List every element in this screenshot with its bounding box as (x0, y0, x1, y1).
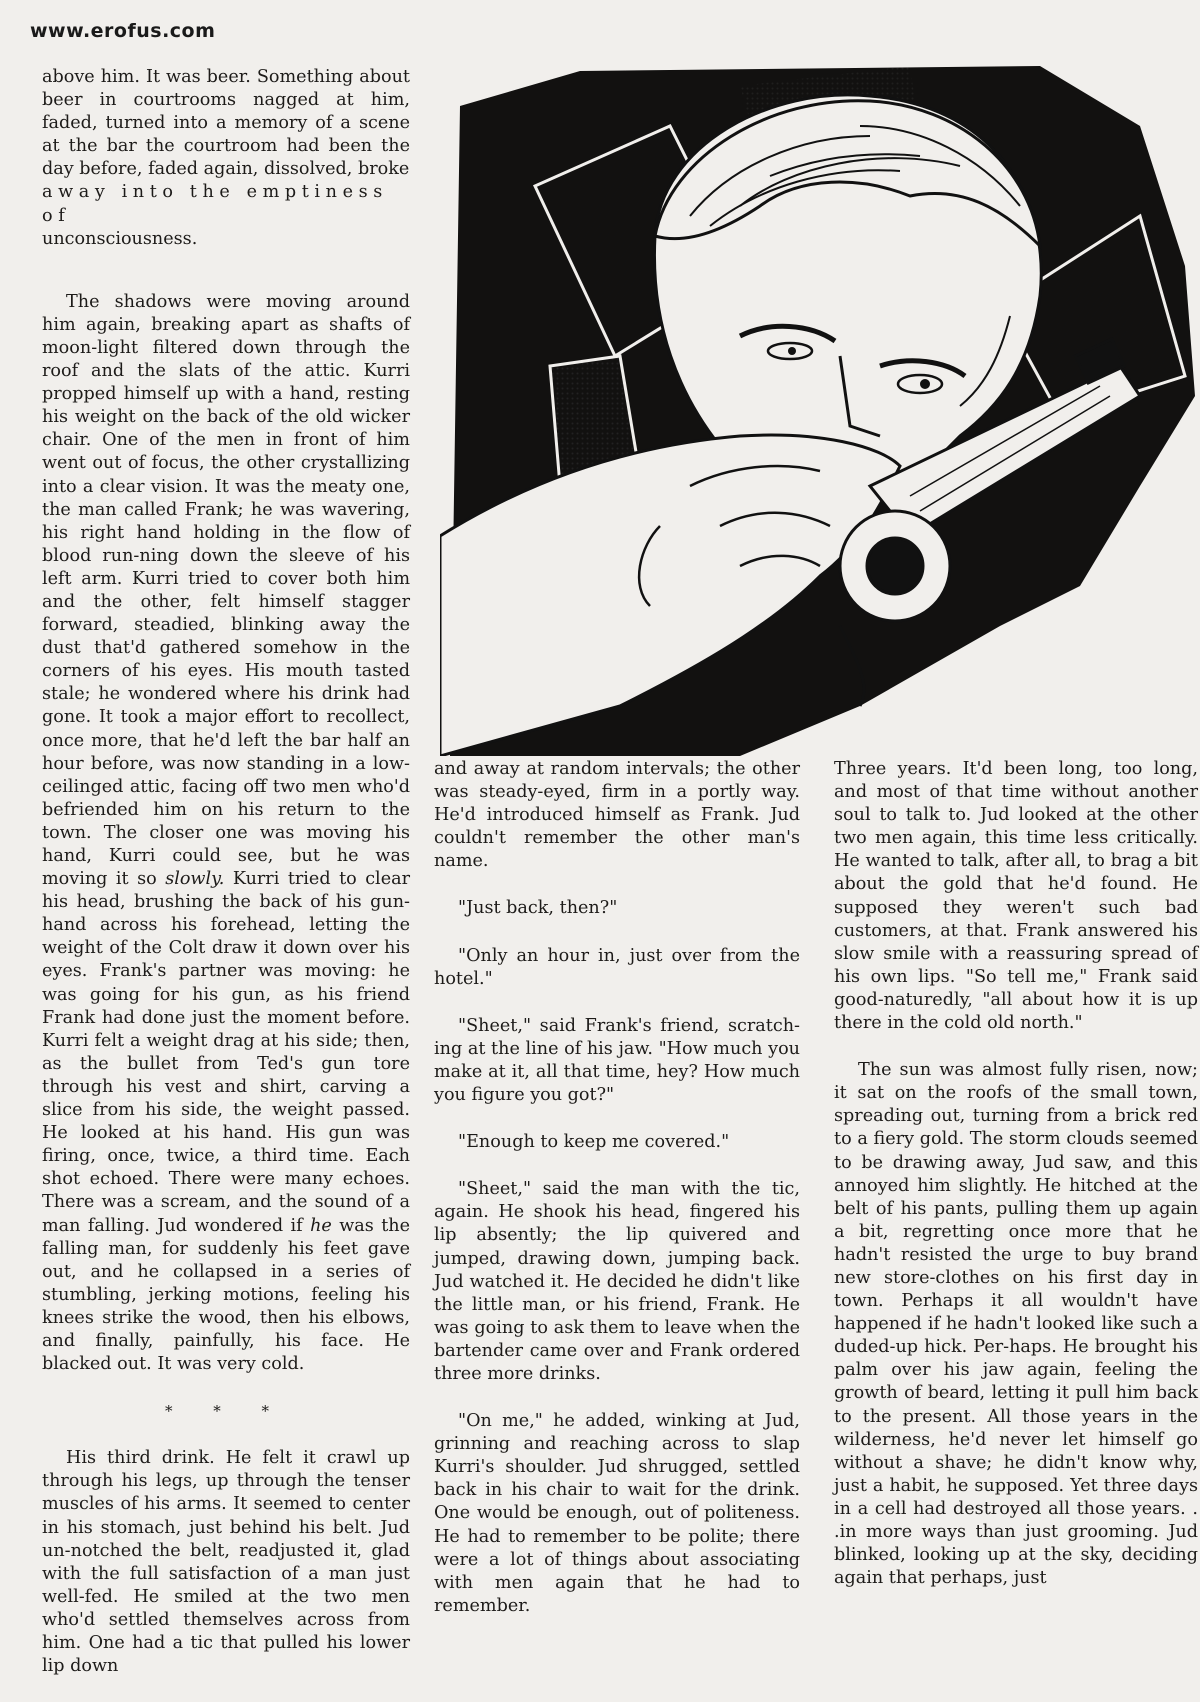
paragraph: Three years. It'd been long, too long, and most of that time without another soul to talk to. Jud looked at the other two men again, this time less critically. He wanted to talk, after all, to brag a bit about the gold that he'd found. He supposed they weren't such bad customers, at that. Frank answered his slow smile with a reassuring spread of his own lips. "So tell me," Frank said good-naturedly, "all about how it is up there in the cold old north." (834, 759, 1198, 1034)
text-span: away into the emptiness of (42, 182, 388, 226)
site-watermark: www.erofus.com (30, 20, 216, 42)
italic-text: he (310, 1215, 332, 1236)
paragraph: "Just back, then?" (458, 898, 618, 919)
paragraph: "Sheet," said the man with the tic, again. He shook his head, fingered his lip absently; the lip quivered and jumped, drawing down, jumping back. Jud watched it. He decided he didn't like the little man, or his friend, Frank. He was going to ask them to leave when the bartender came over and Frank ordered three more drinks. (434, 1179, 800, 1384)
text-span: Kurri tried to clear his head, brushing the back of his gun-hand across his forehead, letting the weight of the Colt draw it down over his eyes. Frank's partner was moving: he was going for his gun, as his friend Frank had done just the moment before. Kurri felt a weight drag at his side; then, as the bullet from Ted's gun tore through his vest and shirt, carving a slice from his side, the weight passed. He looked at his hand. His gun was firing, once, twice, a third time. Each shot echoed. There were many echoes. There was a scream, and the sound of a man falling. Jud wondered if (42, 869, 411, 1236)
paragraph: "On me," he added, winking at Jud, grinning and reaching across to slap Kurri's shoulder. Jud shrugged, settled back in his chair to wait for the drink. One would be enough, out of politeness. He had to remember to be polite; there were a lot of things about associating with men again that he had to remember. (434, 1411, 800, 1616)
text-span: above him. It was beer. Something about beer in courtrooms nagged at him, faded, turned into a memory of a scene at the bar the courtroom had been the day before, faded again, dissolved, broke (42, 67, 410, 180)
paragraph: "Only an hour in, just over from the hotel." (434, 945, 800, 989)
section-break: * * * (164, 1402, 288, 1421)
paragraph (42, 291, 410, 1376)
paragraph: and away at random intervals; the other was steady-eyed, firm in a portly way. He'd introduced himself as Frank. Jud couldn't remember the other man's name. (434, 759, 800, 872)
paragraph (42, 228, 410, 251)
illustration-man-with-revolver (440, 66, 1200, 756)
text-span: The shadows were moving around him again, breaking apart as shafts of moon-light filtered down through the roof and the slats of the attic. Kurri propped himself up with a hand, resting his weight on the back of the old wicker chair. One of the men in front of him went out of focus, the other crystallizing into a clear vision. It was the meaty one, the man called Frank; he was wavering, his right hand holding in the flow of blood run-ning down the sleeve of his left arm. Kurri tried to cover both him and the other, felt himself stagger forward, steadied, blinking away the dust that'd gathered somehow in the corners of his eyes. His mouth tasted stale; he wondered where his drink had gone. It took a major effort to recollect, once more, that he'd left the bar half an hour before, was now standing in a low-ceilinged attic, facing off two men who'd befriended him on his return to the town. The closer one was moving his hand, Kurri could see, but he was moving it so (42, 291, 410, 890)
text-column-2 (434, 758, 800, 1642)
paragraph (42, 66, 410, 181)
paragraph: "Sheet," said Frank's friend, scratch-ing at the line of his jaw. "How much you make at it, all that time, hey? How much you figure you got?" (434, 1015, 800, 1106)
paragraph: His third drink. He felt it crawl up through his legs, up through the tenser muscles of his arms. It seemed to center in his stomach, just behind his belt. Jud un-notched the belt, readjusted it, glad with the full satisfaction of a man just well-fed. He smiled at the two men who'd settled themselves across from him. One had a tic that pulled his lower lip down (42, 1448, 410, 1677)
text-column-3 (834, 758, 1198, 1614)
paragraph: The sun was almost fully risen, now; it sat on the roofs of the small town, spreading out, turning from a brick red to a fiery gold. The storm clouds seemed to be drawing away, Jud saw, and this annoyed him slightly. He hitched at the belt of his pants, pulling them up again a bit, regretting once more that he hadn't resisted the urge to buy brand new store-clothes on his first day in town. Perhaps it all wouldn't have happened if he hadn't looked like such a duded-up hick. Per-haps. He brought his palm over his jaw again, feeling the growth of beard, letting it pull him back to the present. All those years in the wilderness, he'd never let himself go without a shave; he didn't know why, just a habit, he supposed. Yet three days in a cell had destroyed all those years. . .in more ways than just grooming. Jud blinked, looking up at the sky, deciding again that perhaps, just (834, 1060, 1198, 1589)
italic-text: slowly. (165, 869, 225, 890)
text-column-1 (42, 66, 410, 1702)
paragraph: "Enough to keep me covered." (458, 1132, 730, 1153)
text-span: was the falling man, for suddenly his feet gave out, and he collapsed in a series of stumbling, jerking motions, feeling his knees strike the wood, then his elbows, and finally, painfully, his face. He blacked out. It was very cold. (42, 1215, 411, 1375)
text-span: unconsciousness. (42, 228, 198, 249)
paragraph (42, 181, 410, 227)
